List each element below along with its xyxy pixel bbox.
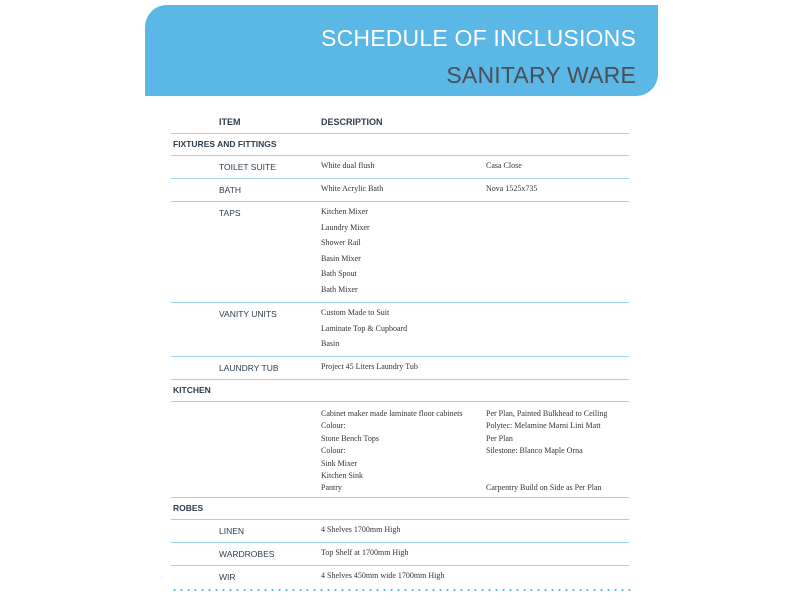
description-line: Pantry bbox=[321, 483, 342, 493]
note-line: Per Plan, Painted Bulkhead to Ceiling bbox=[486, 409, 608, 418]
dotted-divider bbox=[171, 589, 633, 591]
row-description: Top Shelf at 1700mm High bbox=[321, 548, 409, 557]
table-row bbox=[171, 402, 629, 498]
table-row bbox=[171, 156, 629, 179]
description-line: Cabinet maker made laminate floor cabinets bbox=[321, 409, 463, 418]
row-description bbox=[321, 305, 407, 352]
row-item: TOILET SUITE bbox=[219, 162, 276, 172]
description-line: Bath Mixer bbox=[321, 284, 358, 294]
description-line: Colour: bbox=[321, 446, 346, 456]
section-robes bbox=[171, 498, 629, 520]
table-row bbox=[171, 202, 629, 303]
row-description: White dual flush bbox=[321, 161, 375, 170]
row-item: WARDROBES bbox=[219, 549, 275, 559]
table-row bbox=[171, 566, 629, 588]
row-item: LINEN bbox=[219, 526, 245, 536]
row-item: LAUNDRY TUB bbox=[219, 363, 279, 373]
note-line: Silestone: Blanco Maple Orna bbox=[486, 446, 583, 456]
inclusions-table bbox=[171, 111, 629, 588]
section-kitchen bbox=[171, 380, 629, 402]
section-title: FIXTURES AND FITTINGS bbox=[173, 139, 277, 149]
row-description: Project 45 Liters Laundry Tub bbox=[321, 362, 418, 371]
row-item: WIR bbox=[219, 572, 236, 582]
description-line: Custom Made to Suit bbox=[321, 308, 390, 317]
row-item: TAPS bbox=[219, 208, 241, 218]
description-line: Bath Spout bbox=[321, 269, 357, 278]
section-title: ROBES bbox=[173, 503, 204, 513]
row-description: 4 Shelves 450mm wide 1700mm High bbox=[321, 571, 445, 580]
description-line: Kitchen Mixer bbox=[321, 207, 368, 216]
description-column-header: DESCRIPTION bbox=[321, 117, 383, 127]
row-item: VANITY UNITS bbox=[219, 309, 277, 319]
description-line: Laundry Mixer bbox=[321, 222, 370, 232]
description-line: Colour: bbox=[321, 421, 346, 431]
section-title: KITCHEN bbox=[173, 385, 211, 395]
row-note bbox=[486, 408, 607, 495]
note-line: Polytec: Melamine Marni Lini Matt bbox=[486, 421, 601, 431]
row-description: White Acrylic Bath bbox=[321, 184, 384, 193]
description-line: Basin Mixer bbox=[321, 253, 361, 263]
row-description bbox=[321, 408, 463, 495]
table-row bbox=[171, 543, 629, 566]
note-line bbox=[486, 470, 607, 482]
note-line: Carpentry Build on Side as Per Plan bbox=[486, 483, 602, 493]
row-item: BATH bbox=[219, 185, 242, 195]
header-banner bbox=[145, 5, 658, 96]
description-line: Laminate Top & Cupboard bbox=[321, 323, 408, 333]
table-row bbox=[171, 179, 629, 202]
table-row bbox=[171, 303, 629, 357]
table-row bbox=[171, 357, 629, 380]
description-line: Shower Rail bbox=[321, 238, 361, 247]
row-note: Nova 1525x735 bbox=[486, 184, 538, 193]
document-subtitle: SANITARY WARE bbox=[446, 62, 636, 88]
row-note: Casa Close bbox=[486, 161, 522, 170]
description-line: Kitchen Sink bbox=[321, 471, 363, 481]
description-line: Stone Bench Tops bbox=[321, 433, 379, 443]
document-title: SCHEDULE OF INCLUSIONS bbox=[321, 25, 636, 51]
row-description: 4 Shelves 1700mm High bbox=[321, 525, 401, 534]
table-header bbox=[171, 111, 629, 134]
item-column-header: ITEM bbox=[219, 117, 241, 127]
section-fixtures-and-fittings bbox=[171, 134, 629, 156]
description-line: Sink Mixer bbox=[321, 458, 358, 468]
note-line: Per Plan bbox=[486, 433, 513, 443]
note-line bbox=[486, 458, 607, 470]
row-description bbox=[321, 204, 370, 297]
description-line: Basin bbox=[321, 339, 340, 348]
table-row bbox=[171, 520, 629, 543]
